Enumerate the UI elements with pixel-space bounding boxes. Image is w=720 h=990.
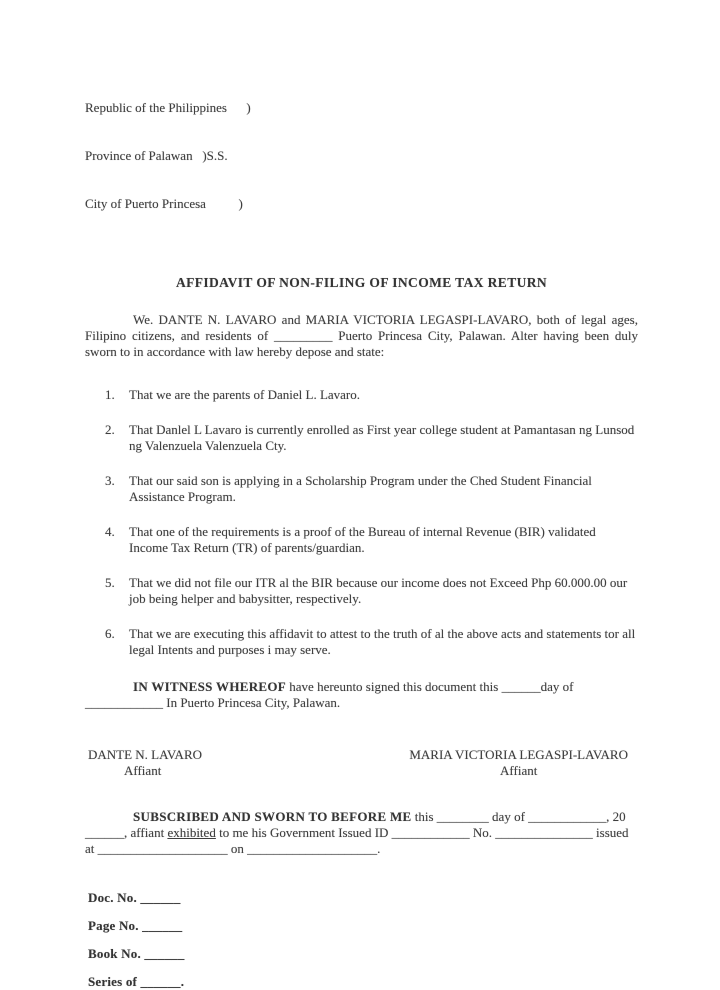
- item-number: 1.: [105, 387, 115, 402]
- item-number: 3.: [105, 473, 115, 488]
- notary-jurat: [85, 809, 638, 857]
- venue-line-republic: Republic of the Philippines ): [85, 100, 251, 115]
- venue-line-city: City of Puerto Princesa ): [85, 196, 243, 211]
- jurat-seg1: this ________ day of ____________, 20 ______, affiant: [85, 809, 626, 840]
- item-number: 5.: [105, 575, 115, 590]
- item-text: That we are executing this affidavit to attest to the truth of al the above acts and statements tor all legal Intents and purposes i may serve.: [129, 626, 636, 657]
- affidavit-item-2: [85, 422, 638, 454]
- document-title: AFFIDAVIT OF NON-FILING OF INCOME TAX RETURN: [175, 275, 548, 290]
- registry-series-of: Series of ______.: [88, 974, 185, 989]
- affiant-name-left: DANTE N. LAVARO: [88, 747, 202, 762]
- affidavit-item-1: [85, 387, 638, 403]
- affidavit-items: [85, 387, 638, 658]
- item-text: That we are the parents of Daniel L. Lavaro.: [129, 387, 361, 402]
- jurat-lead: SUBSCRIBED AND SWORN TO BEFORE ME: [133, 809, 412, 824]
- item-text: That our said son is applying in a Scholarship Program under the Ched Student Financial Assistance Program.: [129, 473, 592, 504]
- witness-rest: have hereunto signed this document this ______day of ____________ In Puerto Princesa City, Palawan.: [85, 679, 574, 710]
- signature-row: [85, 747, 638, 779]
- registry-book-no: Book No. ______: [88, 946, 185, 961]
- item-text: That one of the requirements is a proof of the Bureau of internal Revenue (BIR) validated Income Tax Return (TR) of parents/guardian.: [129, 524, 596, 555]
- jurat-seg2: to me his Government Issued ID ____________ No. _______________ issued at ____________________ on ____________________.: [85, 825, 629, 856]
- affiant-role-right: Affiant: [500, 763, 538, 778]
- registry-page-no: Page No. ______: [88, 918, 183, 933]
- item-text: That Danlel L Lavaro is currently enrolled as First year college student at Pamantasan ng Lunsod ng Valenzuela Valenzuela Cty.: [129, 422, 635, 453]
- witness-paragraph: [85, 679, 638, 711]
- registry-doc-no: Doc. No. ______: [88, 890, 181, 905]
- venue-line-province: Province of Palawan )S.S.: [85, 148, 228, 163]
- opening-paragraph: We. DANTE N. LAVARO and MARIA VICTORIA LEGASPI-LAVARO, both of legal ages, Filipino citizens, and residents of _________ Puerto Princesa City, Palawan. Alter having been duly sworn to in accordance with law hereby depose and state:: [85, 312, 638, 359]
- item-text: That we did not file our ITR al the BIR because our income does not Exceed Php 60.000.00 our job being helper and babysitter, respectively.: [129, 575, 628, 606]
- affidavit-item-3: [85, 473, 638, 505]
- witness-lead: IN WITNESS WHEREOF: [133, 679, 287, 694]
- affiant-name-right: MARIA VICTORIA LEGASPI-LAVARO: [409, 747, 628, 762]
- affidavit-item-4: [85, 524, 638, 556]
- item-number: 6.: [105, 626, 115, 641]
- item-number: 2.: [105, 422, 115, 437]
- venue-caption: [85, 68, 638, 244]
- notarial-registry: [88, 890, 638, 990]
- affidavit-item-6: [85, 626, 638, 658]
- witness-clause: [85, 679, 638, 711]
- signature-block-right: [409, 747, 628, 779]
- jurat-exhibited: exhibited: [167, 825, 216, 840]
- affidavit-item-5: [85, 575, 638, 607]
- signature-block-left: [88, 747, 202, 779]
- affiant-role-left: Affiant: [124, 763, 162, 778]
- item-number: 4.: [105, 524, 115, 539]
